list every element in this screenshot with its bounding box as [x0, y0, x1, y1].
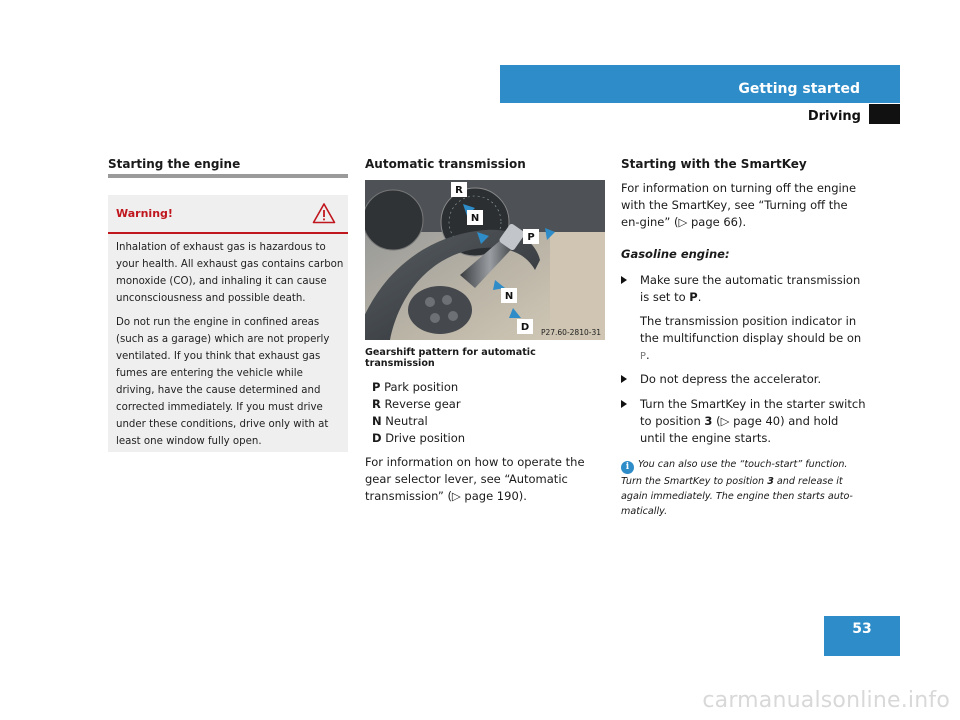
gear-row-reverse: R Reverse gear [372, 397, 461, 411]
warning-triangle-icon [312, 202, 336, 224]
gear-list [372, 379, 465, 447]
watermark: carmanualsonline.info [702, 688, 950, 713]
step-set-park: Make sure the automatic transmission is set to P. [621, 272, 866, 306]
warning-label: Warning! [116, 207, 173, 220]
touch-start-note: i You can also use the “touch-start” function. Turn the SmartKey to position 3 and release it again immediately. The engine then starts auto-matically. [621, 459, 853, 517]
section-marker [869, 104, 900, 124]
step-turn-smartkey: Turn the SmartKey in the starter switch to position 3 (▷ page 40) and hold until the engine starts. [621, 396, 866, 447]
chapter-title: Getting started [738, 81, 860, 97]
warning-box [108, 195, 348, 452]
section-title: Driving [807, 109, 861, 124]
gear-selector-reference: For information on how to operate the gear selector lever, see “Automatic transmission” (▷ page 190). [365, 455, 585, 503]
photo-code: P27.60-2810-31 [540, 328, 601, 337]
step-accelerator: Do not depress the accelerator. [621, 371, 866, 388]
automatic-transmission-heading: Automatic transmission [365, 157, 526, 171]
bullet-arrow-icon [621, 400, 627, 408]
photo-caption: Gearshift pattern for automatic transmission [365, 347, 536, 369]
warning-paragraph-1: Inhalation of exhaust gas is hazardous to your health. All exhaust gas contains carbon monoxide (CO), and inhaling it can cause unconsciousness and possible death. [116, 242, 344, 304]
bullet-arrow-icon [621, 375, 627, 383]
photo-label-n2: N [504, 291, 514, 302]
smartkey-intro: For information on turning off the engine with the SmartKey, see “Turning off the en-gine” (▷ page 66). [621, 181, 857, 229]
page-number: 53 [852, 621, 872, 637]
warning-paragraph-2: Do not run the engine in confined areas (such as a garage) which are not properly ventilated. If you think that exhaust gas fumes are entering the vehicle while driving, have the cause determined and corrected immediately. If you must drive under these conditions, drive only with at least one window fully open. [116, 317, 330, 447]
starting-engine-heading: Starting the engine [108, 157, 241, 171]
step-indicator-note: The transmission position indicator in the multifunction display should be on P. [640, 314, 862, 362]
smartkey-heading: Starting with the SmartKey [621, 157, 807, 171]
photo-label-d: D [520, 322, 530, 333]
gasoline-engine-subheading: Gasoline engine: [621, 247, 730, 261]
photo-label-n1: N [470, 213, 480, 224]
page-number-box [824, 616, 900, 656]
gear-row-park: P Park position [372, 380, 459, 394]
header-band [500, 65, 900, 103]
gearshift-photo [365, 180, 605, 340]
warning-rule [108, 232, 348, 234]
info-icon: i [621, 461, 634, 474]
gear-row-drive: D Drive position [372, 431, 466, 445]
photo-label-r: R [455, 185, 463, 196]
heading-rule [108, 174, 348, 178]
bullet-arrow-icon [621, 276, 627, 284]
gear-row-neutral: N Neutral [372, 414, 428, 428]
photo-label-p: P [527, 232, 535, 243]
